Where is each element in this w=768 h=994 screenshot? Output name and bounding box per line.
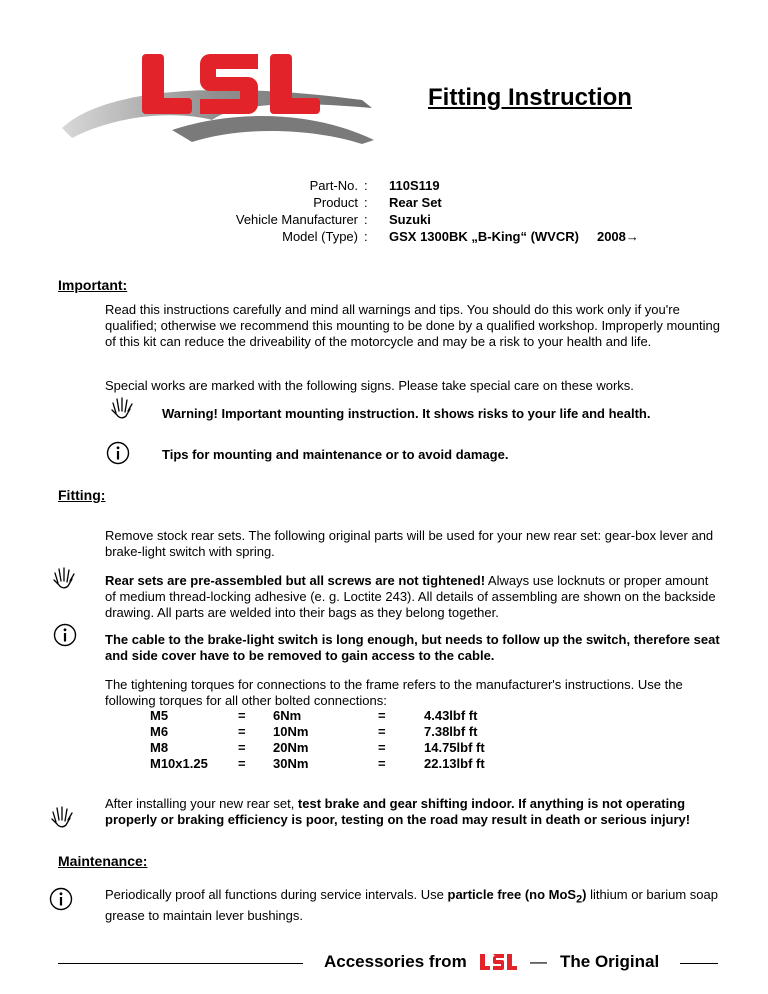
torque-nm: 30Nm [273,756,309,771]
maintenance-text-rest: lithium or barium soap grease to maintain lever bushings. [105,887,718,923]
grease-spec-text: particle free (no MoS [447,887,577,902]
torque-size: M10x1.25 [150,756,208,771]
info-icon [48,886,74,912]
equals: = [238,724,246,739]
manufacturer-value: Suzuki [389,212,431,227]
fitting-paragraph-4: The tightening torques for connections to the frame refers to the manufacturer's instructions. Use the following torques for all other bolted connections: [105,677,683,708]
footer-rule [58,963,303,964]
model-row [389,228,639,245]
torque-lbf: 4.43lbf ft [424,708,478,723]
tip-text: Tips for mounting and maintenance or to avoid damage. [162,447,509,462]
torque-lbf: 22.13lbf ft [424,756,485,771]
locknuts-text: Always use locknuts or proper amount of medium thread-locking adhesive (e. g. Loctite 243). All details of assembling are shown on the backside drawing. All parts are welded into their bags as they belong together. [105,573,716,620]
table-row [150,708,485,724]
logo-brand-text: LSL [62,50,64,51]
torque-nm: 20Nm [273,740,309,755]
info-icon [105,440,131,466]
colon: : [364,195,368,210]
torque-lbf: 7.38lbf ft [424,724,478,739]
torque-nm: 6Nm [273,708,302,723]
product-info-colons [364,177,374,245]
fitting-paragraph-2 [105,573,720,621]
after-installing-text: After installing your new rear set, [105,796,298,811]
model-year: 2008→ [596,229,639,244]
table-row [150,756,485,772]
part-no-value: 110S119 [389,178,440,193]
product-label: Product [313,195,358,210]
equals: = [378,708,386,723]
table-row [150,740,485,756]
preassembled-warning: Rear sets are pre-assembled but all screws are not tightened! [105,573,486,588]
equals: = [238,756,246,771]
table-row [150,724,485,740]
maintenance-heading: Maintenance: [58,853,148,869]
warning-text: Warning! Important mounting instruction. It shows risks to your life and health. [162,406,651,421]
important-paragraph: Read this instructions carefully and mind all warnings and tips. You should do this work only if you're qualified; otherwise we recommend this mounting to be done by a qualified workshop. Improperly mounting of this kit can reduce the driveability of the motorcycle and may be a risk to your health and life. [105,302,720,349]
torque-size: M8 [150,740,169,755]
manufacturer-label: Vehicle Manufacturer [235,212,358,227]
torque-size: M6 [150,724,169,739]
fitting-paragraph-5 [105,796,720,828]
torque-size: M5 [150,708,169,723]
product-value: Rear Set [389,195,442,210]
colon: : [364,229,368,244]
torque-table [150,708,485,772]
equals: = [238,708,246,723]
product-info-values [389,177,639,245]
grease-spec [447,887,587,906]
model-label: Model (Type) [282,229,358,244]
equals: = [378,740,386,755]
fitting-paragraph-3: The cable to the brake-light switch is long enough, but needs to follow up the switch, therefore seat and side cover have to be removed to gain access to the cable. [105,632,720,663]
maintenance-paragraph [105,887,720,924]
part-no-label: Part-No. [309,178,358,193]
subscript: 2 [576,893,583,906]
hand-warning-icon [108,396,134,422]
footer-dash: — [530,952,547,971]
hand-warning-icon [48,805,74,831]
footer-lsl-logo [480,954,518,970]
lsl-logo [62,50,377,146]
important-heading: Important: [58,277,128,293]
colon: : [364,212,368,227]
page-title: Fitting Instruction [428,84,632,111]
fitting-heading: Fitting: [58,487,106,503]
torque-nm: 10Nm [273,724,309,739]
equals: = [378,756,386,771]
equals: = [238,740,246,755]
test-warning: test brake and gear shifting indoor. If anything is not operating properly or braking efficiency is poor, testing on the road may result in death or serious injury! [105,796,691,827]
hand-warning-icon [50,566,76,592]
fitting-paragraph-1: Remove stock rear sets. The following original parts will be used for your new rear set: gear-box lever and brake-light switch with spring. [105,528,714,559]
info-icon [52,622,78,648]
footer [58,952,718,974]
footer-suffix: The Original [560,952,660,971]
equals: = [378,724,386,739]
signs-intro: Special works are marked with the following signs. Please take special care on these works. [105,378,634,393]
footer-rule [680,963,718,964]
model-value: GSX 1300BK „B-King“ (WVCR) [389,229,579,244]
colon: : [364,178,368,193]
maintenance-text: Periodically proof all functions during service intervals. Use [105,887,448,902]
footer-prefix: Accessories from [324,952,467,971]
torque-lbf: 14.75lbf ft [424,740,485,755]
product-info-labels [200,177,358,245]
grease-spec-end: ) [582,887,587,902]
